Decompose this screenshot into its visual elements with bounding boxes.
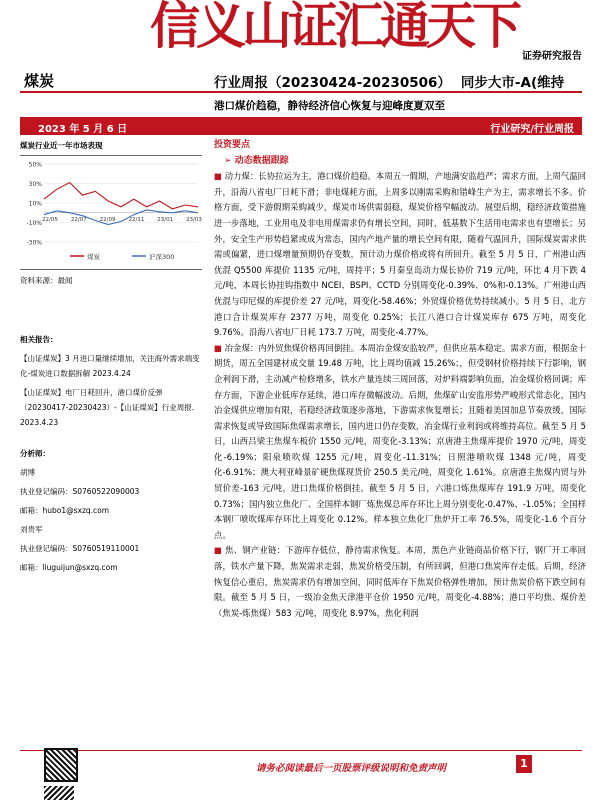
footer-divider [20, 750, 582, 751]
y-tick-label: 50% [28, 161, 42, 169]
date-bar [20, 117, 582, 135]
paragraph-thermal-coal: ■ 动力煤：长协拉运为主，港口煤价趋稳。本周五一假期，产地满安监趋严；需求方面，上周气温回升，沿海八省电厂日耗下滑；非电煤耗方面，上周多以刚需采购和错峰生产为主，需求增长不多。价格方面，受下游假期采购减少，煤炭市场供需弱稳，煤炭价格窄幅波动。展望后期，稳经济政策措施进一步落地，工业用电及非电用煤需求仍有增长空间，同时，低基数下生活用电需求也有望增长；另外，安全生产形势趋紧或成为常态，国内产地产量的增长空间有限，随着气温回升，国际煤炭需求供需或偏紧，进口煤增量预期仍存变数，预计动力煤价格或将有所回升。截至 5 月 5 日，广州港山西优混 Q5500 库提价 1135 元/吨，周持平；5 月秦皇岛动力煤长协价 719 元/吨，环比 4 月下跌 4 元/吨，本周长协挂钩指数中 NCEI、BSPI、CCTD 分别周变化-0.39%、0%和-0.13%。广州港山西优混与印尼煤的库提价差 27 元/吨，周变化-58.46%；外贸煤价格优势持续减小。5 月 5 日，北方港口合计煤炭库存 2377 万吨，周变化 0.25%；长江八港口合计煤炭库存 675 万吨，周变化 9.76%。沿海八省电厂日耗 173.7 万吨，周变化-4.77%。 [214, 171, 587, 338]
related-report-2[interactable]: 【山证煤炭】电厂日耗回升，港口煤价反弹（20230417-20230423）-【山证煤炭】行业周报. 2023.4.23 [20, 388, 195, 427]
main-content [214, 138, 586, 621]
series-line-0 [44, 183, 198, 209]
paragraph-coke-steel: ■ 焦、钢产业链：下游库存低位，静待需求恢复。本周，黑色产业链商品价格下行，钢厂开工率回落，铁水产量下降，焦炭需求走弱，焦炭价格受压制，有所回调，但港口焦炭库存走低。后期，经济恢复信心重启，焦炭需求仍有增加空间，同时低库存下焦炭价格弹性增加，预计焦炭价格下跌空间有限。截至 5 月 5 日，一级冶金焦天津港平仓价 1950 元/吨，周变化-4.88%；港口平均焦、煤价差（焦炭-炼焦煤）583 元/吨，周变化 8.97%，焦化利润 [214, 545, 587, 618]
subsection-title: ➢ 动态数据跟踪 [214, 154, 586, 170]
bullet-icon: ■ [214, 171, 225, 182]
x-tick-label: 22/05 [42, 216, 58, 223]
header-banner [0, 0, 600, 62]
x-tick-label: 23/01 [157, 216, 174, 223]
bullet-icon: ■ [214, 342, 225, 353]
x-tick-label: 22/09 [99, 216, 116, 223]
report-title: 行业周报（20230424-20230506） [214, 75, 451, 91]
header-divider [20, 91, 582, 93]
industry-label: 煤炭 [24, 72, 55, 90]
rating: 同步大市-A(维持 [460, 75, 565, 91]
qr-code-icon [44, 786, 74, 800]
paragraph-coking-coal: ■ 冶金煤：内外贸焦煤价格再回倒挂。本周冶金煤安监较严，但供应基本稳定。需求方面，根据金十期货，周五全国建材成交量 19.48 万吨，比上周均值减 15.26%；，但受钢材价格持续下行影响，钢企利润下滑，主动减产检修增多，铁水产量连续三周回落，对炉料端影响负面，冶金煤价格回调；库存方面，下游企业低库存延续，港口库存微幅波动。后期，焦煤矿山安监形势严峻形式常态化，国内冶金煤供应增加有限，若稳经济政策逐步落地，下游需求恢复增长；且随着美国加息节奏放缓，国际需求恢复或导致国际焦煤需求增长，国内进口仍存变数，冶金煤行业利润或将维持高位。截至 5 月 5 日，山西吕梁主焦煤车板价 1550 元/吨，周变化-3.13%；京唐港主焦煤库提价 1970 元/吨，周变化-6.19%；阳泉喷吹煤 1255 元/吨，周变化-11.31%；日照港喷吹煤 1348 元/吨，周变化-6.91%；澳大利亚峰景矿硬焦煤现货价 250.5 美元/吨，周变化 1.61%。京唐港主焦煤内贸与外贸价差-163 元/吨，进口焦煤价格倒挂。截至 5 月 5 日，六港口炼焦煤库存 191.9 万吨，周变化 0.73%；国内独立焦化厂、全国样本钢厂炼焦煤总库存环比上周分别变化-0.47%、-1.05%；全国样本钢厂喷吹煤库存环比上周变化 0.12%。样本独立焦化厂焦炉开工率 76.5%，周变化-1.6 个百分点。 [214, 342, 587, 540]
report-subtitle: 港口煤价趋稳，静待经济信心恢复与迎峰度夏双至 [214, 100, 445, 112]
qr-code-icon [44, 748, 78, 782]
report-category: 行业研究/行业周报 [490, 124, 574, 135]
page-number: 1 [516, 755, 532, 773]
chart-source: 资料来源：最闻 [20, 269, 202, 288]
related-report-1[interactable]: 【山证煤炭】3 月进口量继续增加，关注海外需求端变化-煤炭进口数据拆解 2023.4.24 [20, 354, 200, 378]
banner-slogan: 信义山证汇通天下 [150, 0, 518, 55]
x-tick-label: 23/03 [186, 216, 202, 223]
x-tick-label: 22/11 [128, 216, 145, 223]
report-tag: 证券研究报告 [522, 51, 582, 62]
y-tick-label: 30% [28, 181, 42, 188]
analyst-license: 执业登记编码：S0760522090003 [20, 487, 140, 496]
analyst-name: 刘贵军 [20, 525, 43, 534]
legend-label: 沪深300 [149, 253, 175, 261]
performance-chart [20, 156, 202, 264]
chart-title: 煤炭行业近一年市场表现 [20, 138, 202, 156]
y-tick-label: 10% [28, 200, 42, 208]
analyst-email[interactable]: 邮箱：liuguijun@sxzq.com [20, 563, 118, 572]
sidebar [20, 138, 202, 575]
y-tick-label: -10% [26, 220, 42, 227]
report-headline [214, 71, 564, 91]
x-tick-label: 22/07 [70, 216, 87, 223]
analysts-title: 分析师： [20, 449, 50, 458]
report-date: 2023 年 5 月 6 日 [38, 124, 128, 135]
section-title: 投资要点 [214, 140, 251, 150]
analyst-license: 执业登记编码：S0760519110001 [20, 544, 140, 553]
analyst-name: 胡博 [20, 468, 35, 477]
y-tick-label: -30% [26, 239, 42, 247]
bullet-icon: ■ [214, 545, 226, 556]
related-reports-title: 相关报告： [20, 335, 58, 344]
analyst-email[interactable]: 邮箱：hubo1@sxzq.com [20, 506, 110, 515]
footer-disclaimer: 请务必阅读最后一页股票评级说明和免责声明 [256, 763, 447, 774]
legend-label: 煤炭 [87, 253, 100, 261]
